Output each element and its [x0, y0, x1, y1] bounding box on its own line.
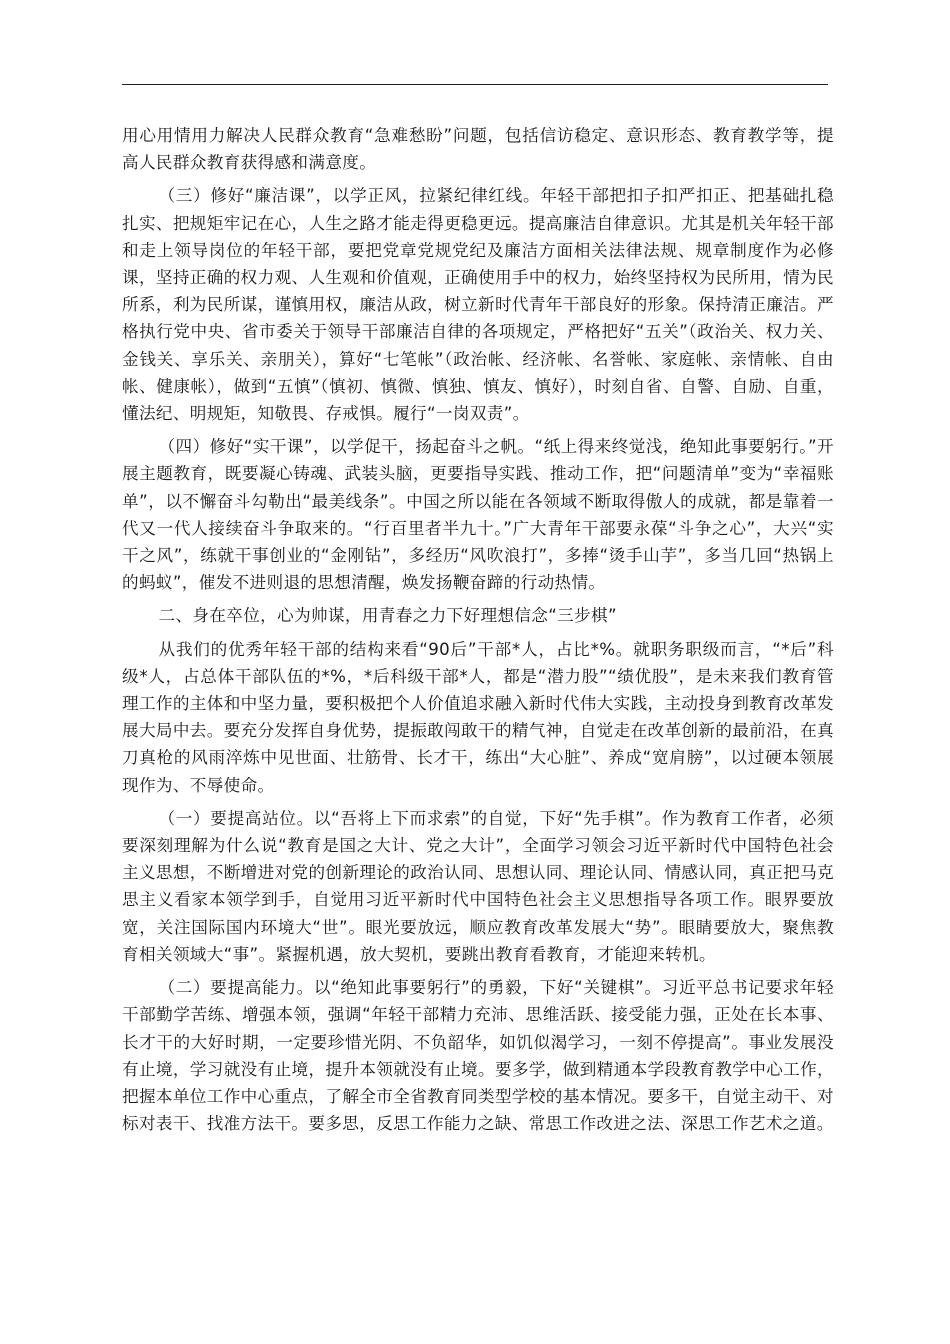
paragraph-point-2-capability: （二）要提高能力。以“绝知此事要躬行”的勇毅，下好“关键棋”。习近平总书记要求年轻干部勤学苦练、增强本领，强调“年轻干部精力充沛、思维活跃、接受能力强，正处在长本事、长才干的大好时期，一定要珍惜光阴、不负韶华，如饥似渴学习，一刻不停提高”。事业发展没有止境，学习就没有止境，提升本领就没有止境。要多学，做到精通本学段教育教学中心工作，把握本单位工作中心重点，了解全市全省教育同类型学校的基本情况。要多干，自觉主动干、对标对表干、找准方法干。要多思，反思工作能力之缺、常思工作改进之法、深思工作艺术之道。: [122, 978, 834, 1134]
paragraph-young-cadres-structure: 从我们的优秀年轻干部的结构来看“90后”干部*人，占比*%。就职务职级而言，“*后”科级*人，占总体干部队伍的*%，*后科级干部*人，都是“潜力股”“绩优股”，是未来我们教育管理工作的主体和中坚力量，要积极把个人价值追求融入新时代伟大实践，主动投身到教育改革发展大局中去。要充分发挥自身优势，提振敢闯敢干的精气神，自觉走在改革创新的最前沿，在真刀真枪的风雨淬炼中见世面、壮筋骨、长才干，练出“大心脏”、养成“宽肩膀”，以过硬本领展现作为、不辱使命。: [122, 639, 834, 795]
paragraph-point-1-standpoint: （一）要提高站位。以“吾将上下而求索”的自觉，下好“先手棋”。作为教育工作者，必须要深刻理解为什么说“教育是国之大计、党之大计”，全面学习领会习近平新时代中国特色社会主义思想，不断增进对党的创新理论的政治认同、思想认同、理论认同、情感认同，真正把马克思主义看家本领学到手，自觉用习近平新时代中国特色社会主义思想指导各项工作。眼界要放宽，关注国际国内环境大“世”。眼光要放远，顺应教育改革发展大“势”。眼睛要放大，聚焦教育相关领域大“事”。紧握机遇，放大契机，要跳出教育看教育，才能迎来转机。: [122, 808, 834, 964]
paragraph-continuation: 用心用情用力解决人民群众教育“急难愁盼”问题，包括信访稳定、意识形态、教育教学等，提高人民群众教育获得感和满意度。: [122, 126, 834, 173]
document-body: [122, 122, 834, 1143]
heading-part-two: 二、身在卒位，心为帅谋，用青春之力下好理想信念“三步棋”: [158, 606, 617, 626]
header-rule: [122, 84, 828, 85]
paragraph-section-3-integrity: （三）修好“廉洁课”，以学正风，拉紧纪律红线。年轻干部把扣子扣严扣正、把基础扎稳扎实、把规矩牢记在心，人生之路才能走得更稳更远。提高廉洁自律意识。尤其是机关年轻干部和走上领导岗位的年轻干部，要把党章党规党纪及廉洁方面相关法律法规、规章制度作为必修课，坚持正确的权力观、人生观和价值观，正确使用手中的权力，始终坚持权为民所用，情为民所系，利为民所谋，谨慎用权，廉洁从政，树立新时代青年干部良好的形象。保持清正廉洁。严格执行党中央、省市委关于领导干部廉洁自律的各项规定，严格把好“五关”（政治关、权力关、金钱关、享乐关、亲朋关），算好“七笔帐”（政治帐、经济帐、名誉帐、家庭帐、亲情帐、自由帐、健康帐），做到“五慎”（慎初、慎微、慎独、慎友、慎好），时刻自省、自警、自励、自重，懂法纪、明规矩，知敬畏、存戒惧。履行“一岗双责”。: [122, 186, 834, 424]
paragraph-section-4-action: （四）修好“实干课”，以学促干，扬起奋斗之帆。“纸上得来终觉浅，绝知此事要躬行。”开展主题教育，既要凝心铸魂、武装头脑，更要指导实践、推动工作，把“问题清单”变为“幸福账单”，以不懈奋斗勾勒出“最美线条”。中国之所以能在各领域不断取得傲人的成就，都是靠着一代又一代人接续奋斗争取来的。“行百里者半九十。”广大青年干部要永葆“斗争之心”，大兴“实干之风”，练就干事创业的“金刚钻”，多经历“风吹浪打”，多捧“烫手山芋”，多当几回“热锅上的蚂蚁”，催发不进则退的思想清醒，焕发扬鞭奋蹄的行动热情。: [122, 437, 834, 593]
